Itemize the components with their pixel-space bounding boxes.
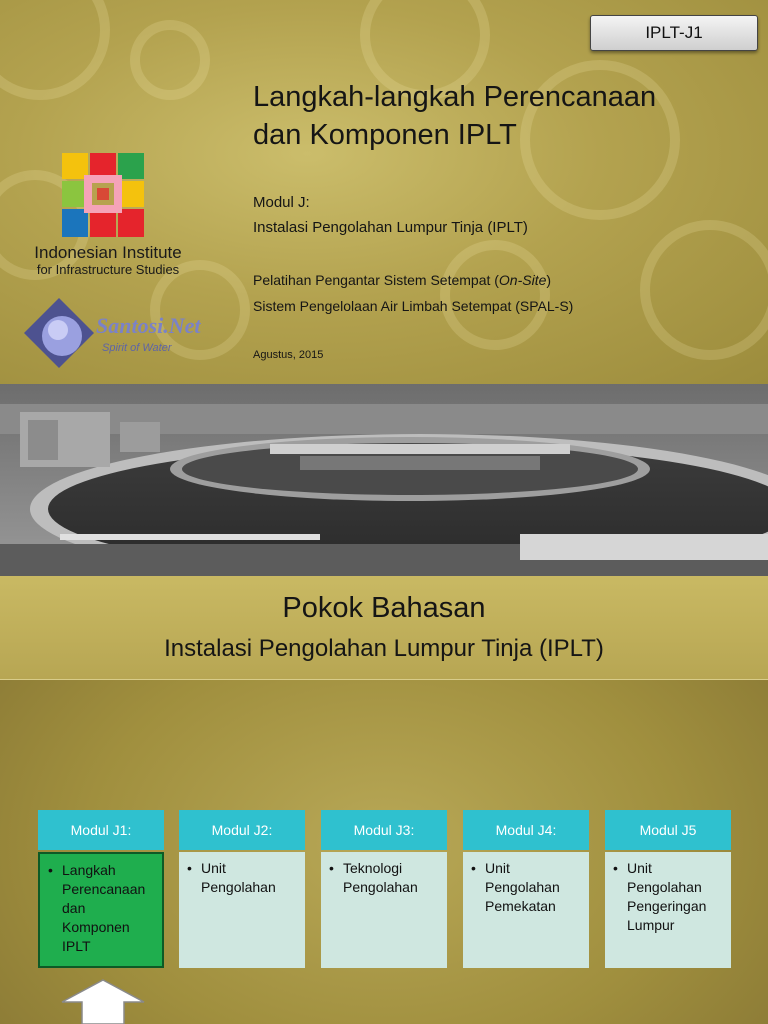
module-card-j5 <box>605 810 731 968</box>
module-header: Modul J4: <box>463 810 589 850</box>
module-item-line: Langkah <box>62 862 116 878</box>
module-item <box>471 859 581 916</box>
date-text: Agustus, 2015 <box>253 349 324 361</box>
iiis-name <box>18 243 198 278</box>
module-card-j1 <box>38 810 164 968</box>
module-item-line: Pengolahan <box>201 879 276 895</box>
module-item-text <box>62 861 145 956</box>
module-item <box>613 859 723 935</box>
bullet-icon: • <box>187 860 192 876</box>
agenda-title: Pokok Bahasan <box>282 592 486 624</box>
module-item-line: Lumpur <box>627 917 675 933</box>
module-header: Modul J2: <box>179 810 305 850</box>
module-item-line: IPLT <box>62 938 91 954</box>
modul-name: Instalasi Pengolahan Lumpur Tinja (IPLT) <box>253 219 528 236</box>
module-card-j4 <box>463 810 589 968</box>
santosi-tagline: Spirit of Water <box>102 342 172 354</box>
pelatihan-suffix: ) <box>546 272 552 288</box>
decor-ring <box>440 240 550 350</box>
module-item-text <box>201 859 276 897</box>
module-item-line: Pemekatan <box>485 898 556 914</box>
bullet-icon: • <box>613 860 618 876</box>
title-line-1: Langkah-langkah Perencanaan <box>253 81 657 113</box>
decor-ring <box>130 20 210 100</box>
bullet-icon: • <box>48 862 53 878</box>
agenda-slide <box>0 576 768 1024</box>
module-item-line: Unit <box>627 860 652 876</box>
module-item-line: Teknologi <box>343 860 403 876</box>
iiis-name-line1: Indonesian Institute <box>34 243 182 262</box>
santosi-logo-icon <box>24 298 94 368</box>
iiis-name-line2: for Infrastructure Studies <box>36 262 180 277</box>
agenda-header <box>0 576 768 680</box>
module-item <box>48 861 154 956</box>
module-header: Modul J3: <box>321 810 447 850</box>
module-card-j2 <box>179 810 305 968</box>
module-body <box>463 852 589 968</box>
module-item-line: Pengolahan <box>627 879 702 895</box>
treatment-plant-photo <box>0 384 768 576</box>
iiis-logo-icon <box>62 153 144 237</box>
module-item-line: Unit <box>201 860 226 876</box>
module-item-line: Pengolahan <box>343 879 418 895</box>
module-item-line: Perencanaan <box>62 881 146 897</box>
module-body <box>321 852 447 968</box>
modul-label: Modul J: <box>253 194 310 211</box>
module-item-text <box>343 859 418 897</box>
up-arrow-icon <box>60 978 146 1024</box>
slide-code-badge: IPLT-J1 <box>590 15 758 51</box>
module-item-text <box>485 859 560 916</box>
module-item-text <box>627 859 706 935</box>
santosi-name: Santosi.Net <box>96 313 201 338</box>
pelatihan-italic: On-Site <box>498 272 547 288</box>
sistem-text: Sistem Pengelolaan Air Limbah Setempat (SPAL-S) <box>253 298 574 314</box>
module-item-line: Unit <box>485 860 510 876</box>
bullet-icon: • <box>329 860 334 876</box>
module-item-line: Komponen <box>62 919 130 935</box>
agenda-subtitle: Instalasi Pengolahan Lumpur Tinja (IPLT) <box>164 635 604 662</box>
decor-ring <box>640 220 768 360</box>
module-item-line: Pengolahan <box>485 879 560 895</box>
module-item-line: Pengeringan <box>627 898 707 914</box>
module-item <box>187 859 297 897</box>
title-line-2: dan Komponen IPLT <box>253 119 517 151</box>
pelatihan-prefix: Pelatihan Pengantar Sistem Setempat ( <box>253 272 499 288</box>
module-header: Modul J1: <box>38 810 164 850</box>
module-header: Modul J5 <box>605 810 731 850</box>
title-slide <box>0 0 768 384</box>
module-item-line: dan <box>62 900 86 916</box>
bullet-icon: • <box>471 860 476 876</box>
module-body <box>38 852 164 968</box>
module-item <box>329 859 439 897</box>
decor-ring <box>0 0 110 100</box>
module-card-j3 <box>321 810 447 968</box>
module-body <box>605 852 731 968</box>
slide-title <box>253 78 703 154</box>
pelatihan-text <box>253 272 551 288</box>
module-body <box>179 852 305 968</box>
